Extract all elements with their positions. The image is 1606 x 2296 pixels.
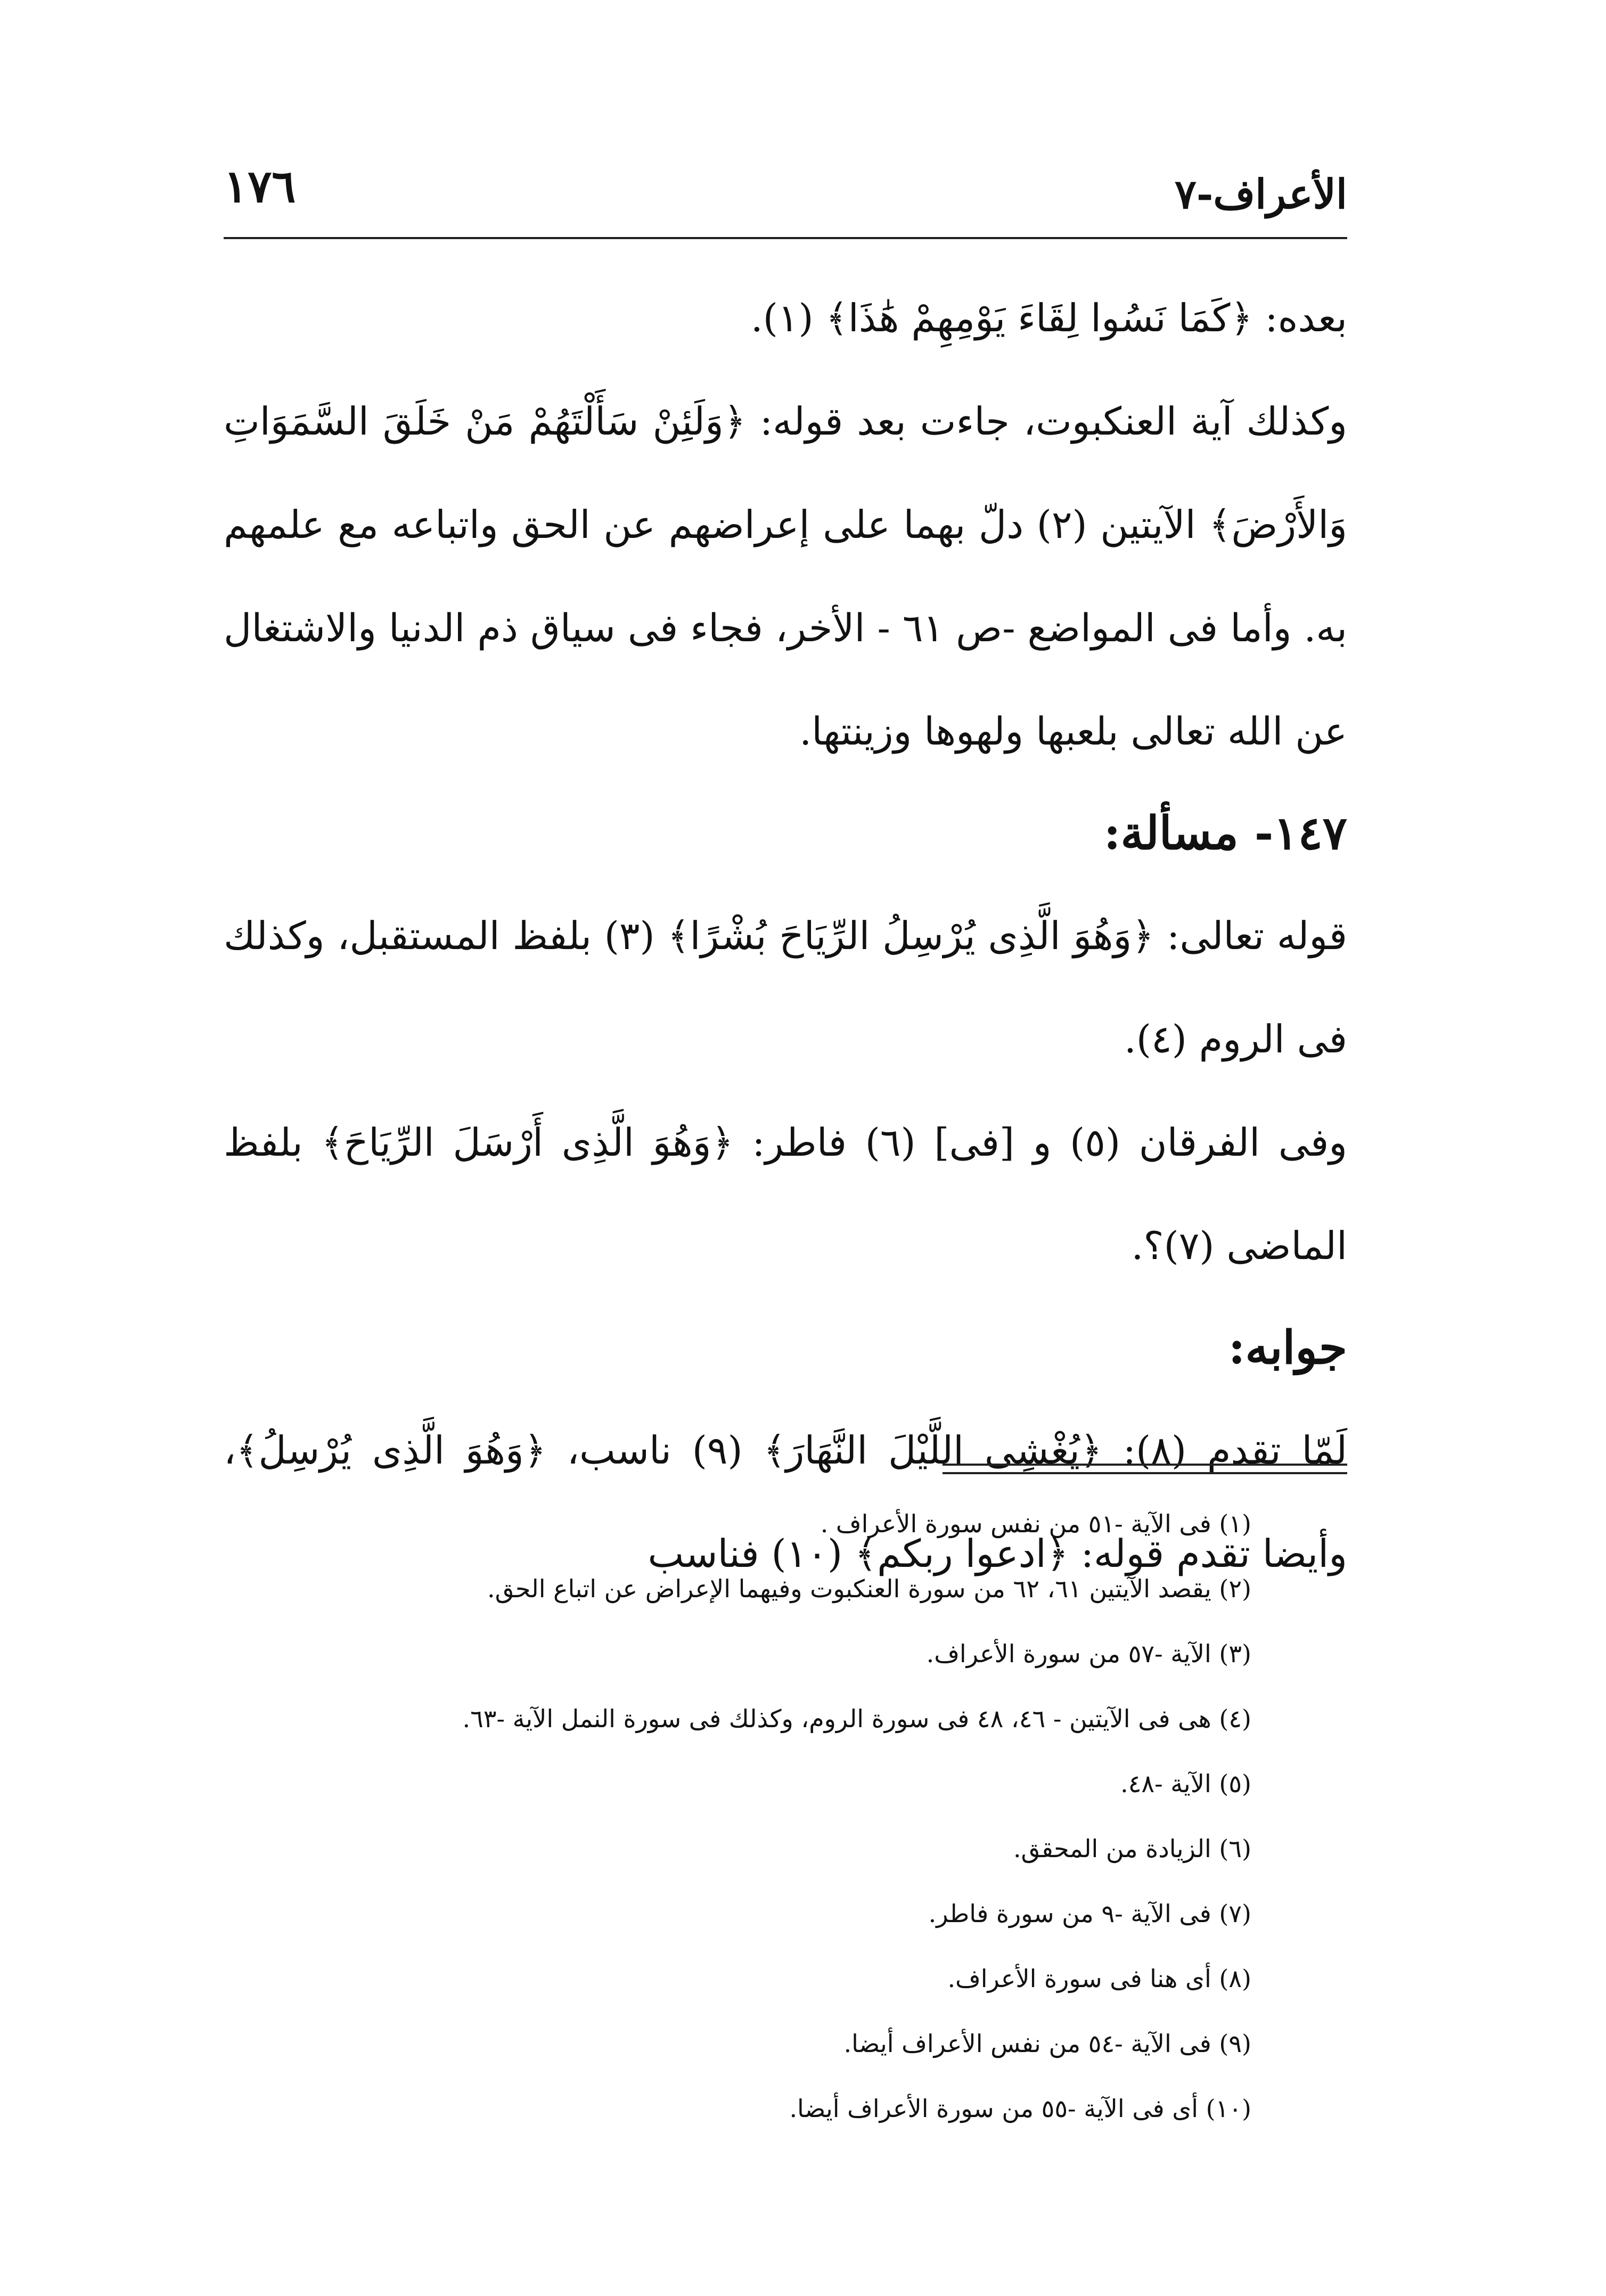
footnote: (١) فى الآية -٥١ من نفس سورة الأعراف .	[820, 1509, 1251, 1538]
footnote: (٢) يقصد الآيتين ٦١، ٦٢ من سورة العنكبوت وفيهما الإعراض عن اتباع الحق.	[487, 1574, 1251, 1603]
main-text	[224, 266, 1347, 1605]
header-divider	[224, 237, 1347, 239]
page-number: ١٧٦	[224, 160, 296, 213]
page-header	[224, 160, 1347, 240]
footnote-divider	[943, 1472, 1347, 1474]
footnote: (٤) هى فى الآيتين - ٤٦، ٤٨ فى سورة الروم، وكذلك فى سورة النمل الآية -٦٣.	[462, 1704, 1251, 1733]
footnote: (٨) أى هنا فى سورة الأعراف.	[947, 1964, 1251, 1993]
footnote: (٦) الزيادة من المحقق.	[1013, 1834, 1251, 1863]
question-paragraph: وفى الفرقان (٥) و [فى] (٦) فاطر: ﴿وَهُوَ الَّذِى أَرْسَلَ الرِّيَاحَ﴾ بلفظ الماضى (٧)؟.	[224, 1120, 1348, 1268]
footnote: (٧) فى الآية -٩ من سورة فاطر.	[928, 1899, 1251, 1928]
footnote-divider	[943, 1464, 1347, 1466]
footnote: (٣) الآية -٥٧ من سورة الأعراف.	[926, 1639, 1251, 1668]
footnotes	[224, 1491, 1251, 2141]
running-title: الأعراف-٧	[1174, 170, 1347, 218]
question-paragraph: قوله تعالى: ﴿وَهُوَ الَّذِى يُرْسِلُ الرِّيَاحَ بُشْرًا﴾ (٣) بلفظ المستقبل، وكذلك فى الروم (٤).	[224, 913, 1347, 1061]
footnote: (٥) الآية -٤٨.	[1120, 1769, 1251, 1798]
paragraph: وكذلك آية العنكبوت، جاءت بعد قوله: ﴿وَلَئِنْ سَأَلْتَهُمْ مَنْ خَلَقَ السَّمَوَاتِ وَالأَرْضَ﴾ الآيتين (٢) دلّ بهما على إعراضهم عن الحق واتباعه مع علمهم به. وأما فى المواضع -ص ٦١ - الأخر، فجاء فى سياق ذم الدنيا والاشتغال عن الله تعالى بلعبها ولهوها وزينتها.	[224, 399, 1347, 754]
footnote: (١٠) أى فى الآية -٥٥ من سورة الأعراف أيضا.	[789, 2094, 1251, 2123]
footnote: (٩) فى الآية -٥٤ من نفس الأعراف أيضا.	[843, 2029, 1251, 2058]
paragraph: بعده: ﴿كَمَا نَسُوا لِقَاءَ يَوْمِهِمْ هَٰذَا﴾ (١).	[750, 296, 1347, 340]
answer-heading: جوابه:	[1228, 1321, 1347, 1375]
question-heading: ١٤٧- مسألة:	[1103, 806, 1347, 860]
answer-paragraph: لَمّا تقدم (٨): ﴿يُغْشِى اللَّيْلَ النَّهَارَ﴾ (٩) ناسب، ﴿وَهُوَ الَّذِى يُرْسِلُ﴾، وأيضا تقدم قوله: ﴿ادعوا ربكم﴾ (١٠) فناسب	[224, 1428, 1348, 1576]
